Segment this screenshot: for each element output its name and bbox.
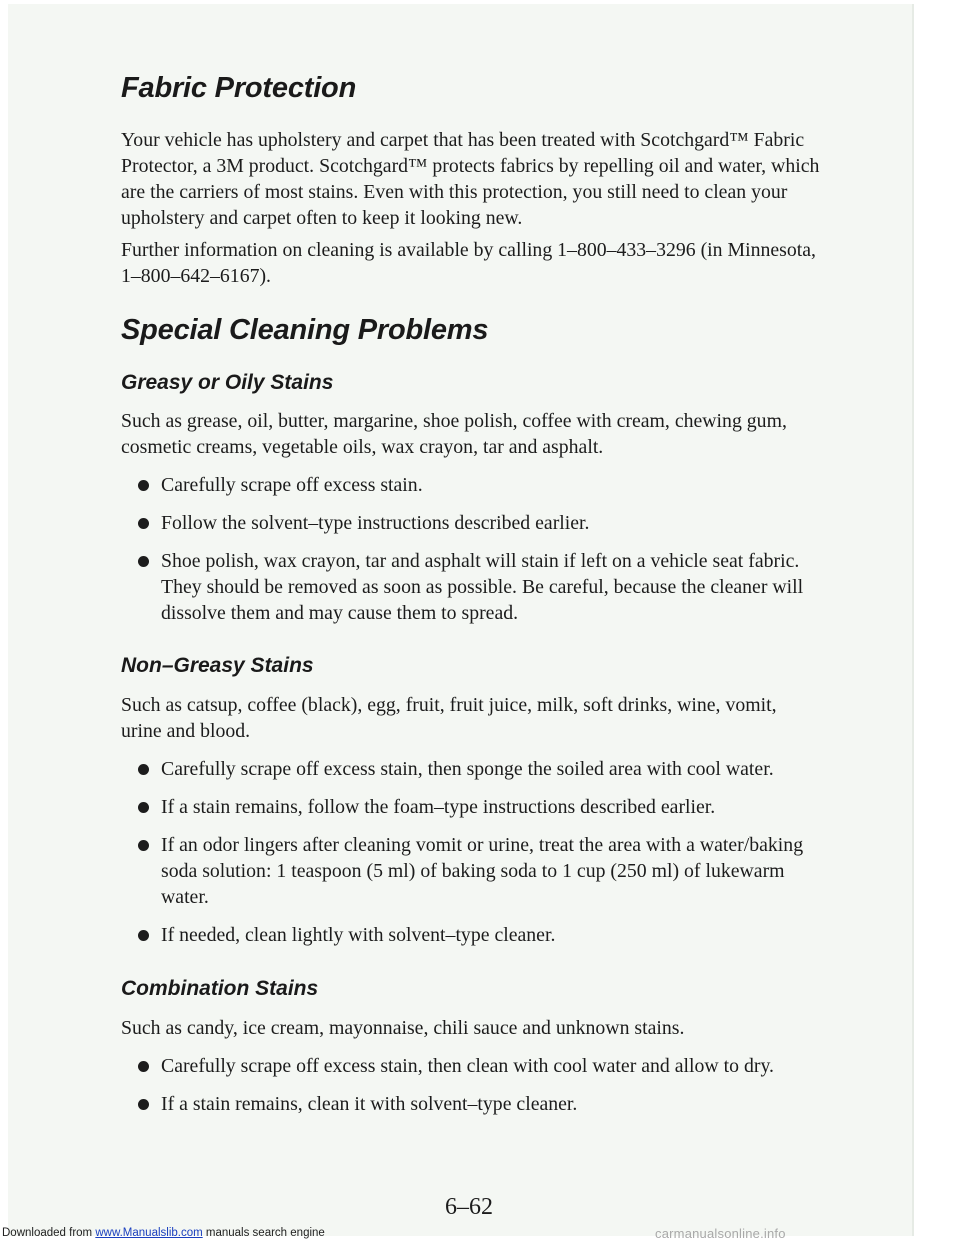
download-footer: Downloaded from www.Manualslib.com manuals search engine xyxy=(2,1227,325,1239)
manualslib-link[interactable]: www.Manualslib.com xyxy=(95,1227,203,1239)
greasy-stains-heading: Greasy or Oily Stains xyxy=(121,371,334,394)
special-cleaning-heading: Special Cleaning Problems xyxy=(121,314,489,346)
greasy-stains-intro: Such as grease, oil, butter, margarine, shoe polish, coffee with cream, chewing gum, cosmetic creams, vegetable oils, wax crayon, tar and asphalt. xyxy=(121,410,787,458)
combination-stains-heading: Combination Stains xyxy=(121,977,319,1000)
bullet-icon xyxy=(138,930,149,941)
non-greasy-stains-heading: Non–Greasy Stains xyxy=(121,654,314,677)
bullet-icon xyxy=(138,802,149,813)
page-number: 6–62 xyxy=(445,1194,493,1220)
bullet-icon xyxy=(138,764,149,775)
fabric-protection-paragraph: Your vehicle has upholstery and carpet that has been treated with Scotchgard™ Fabric Protector, a 3M product. Scotchgard™ protects fabrics by repelling oil and water, which are the carriers of most stains. Even with this protection, you still need to clean your upholstery and carpet often to keep it looking new. xyxy=(121,129,820,229)
bullet-icon xyxy=(138,556,149,567)
combination-stains-list xyxy=(121,1053,821,1117)
list-item: Follow the solvent–type instructions described earlier. xyxy=(121,510,821,536)
combination-stains-intro: Such as candy, ice cream, mayonnaise, chili sauce and unknown stains. xyxy=(121,1017,685,1039)
manual-page xyxy=(8,4,914,1236)
bullet-icon xyxy=(138,518,149,529)
bullet-icon xyxy=(138,840,149,851)
list-item: If needed, clean lightly with solvent–type cleaner. xyxy=(121,922,821,948)
list-item: If a stain remains, clean it with solvent–type cleaner. xyxy=(121,1091,821,1117)
non-greasy-stains-intro: Such as catsup, coffee (black), egg, fruit, fruit juice, milk, soft drinks, wine, vomit, urine and blood. xyxy=(121,694,777,742)
watermark: carmanualsonline.info xyxy=(655,1226,786,1241)
list-item: Carefully scrape off excess stain, then sponge the soiled area with cool water. xyxy=(121,756,821,782)
list-item: Carefully scrape off excess stain, then clean with cool water and allow to dry. xyxy=(121,1053,821,1079)
page-content xyxy=(121,72,821,1117)
bullet-icon xyxy=(138,1061,149,1072)
bullet-icon xyxy=(138,480,149,491)
cleaning-info-paragraph: Further information on cleaning is available by calling 1–800–433–3296 (in Minnesota, 1–800–642–6167). xyxy=(121,239,816,287)
list-item: If an odor lingers after cleaning vomit or urine, treat the area with a water/baking soda solution: 1 teaspoon (5 ml) of baking soda to 1 cup (250 ml) of lukewarm water. xyxy=(121,832,821,910)
fabric-protection-heading: Fabric Protection xyxy=(121,72,357,104)
list-item: Shoe polish, wax crayon, tar and asphalt will stain if left on a vehicle seat fabric. They should be removed as soon as possible. Be careful, because the cleaner will dissolve them and may cause them to spread. xyxy=(121,548,821,626)
bullet-icon xyxy=(138,1099,149,1110)
list-item: Carefully scrape off excess stain. xyxy=(121,472,821,498)
greasy-stains-list xyxy=(121,472,821,626)
non-greasy-stains-list xyxy=(121,756,821,948)
list-item: If a stain remains, follow the foam–type instructions described earlier. xyxy=(121,794,821,820)
